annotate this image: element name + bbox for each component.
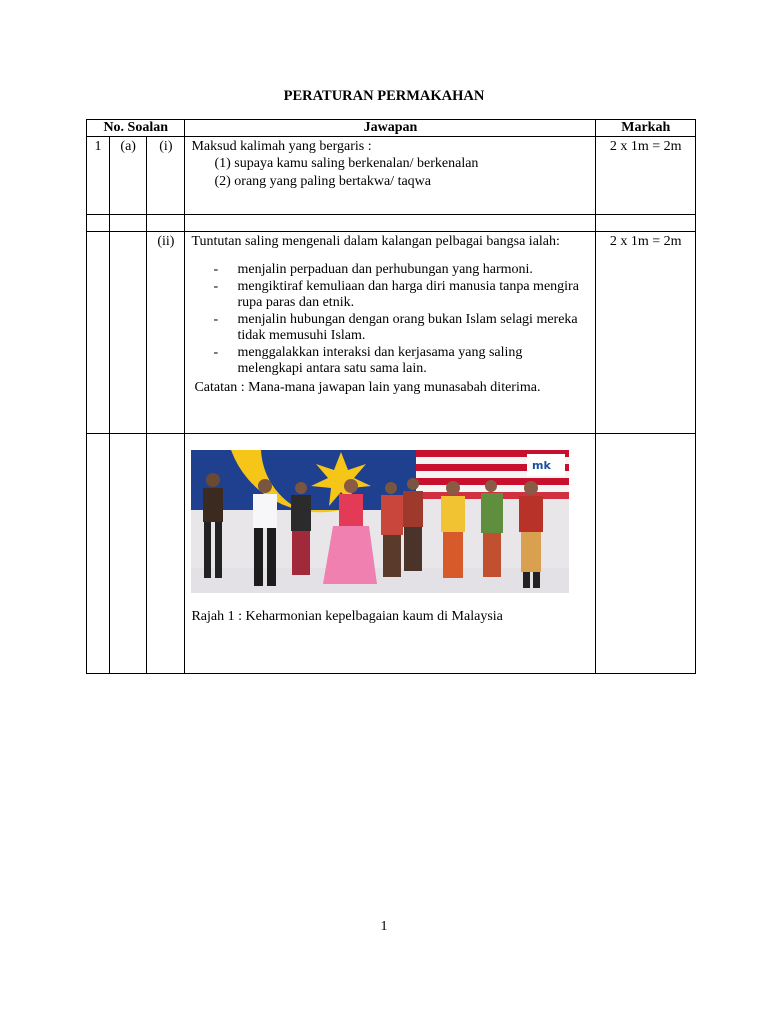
answer-points [191,262,590,378]
marking-scheme-table [86,119,696,674]
answer-intro: Tuntutan saling mengenali dalam kalangan pelbagai bangsa ialah: [191,234,560,249]
dash-bullet: - [213,344,219,360]
dash-bullet: - [213,262,219,277]
header-markah: Markah [596,120,696,137]
table-row-figure [87,434,696,674]
answer-item: (1) supaya kamu saling berkenalan/ berkenalan [214,156,479,171]
marks-cell: 2 x 1m = 2m [596,137,696,215]
answer-point: - menjalin perpaduan dan perhubungan yang harmoni. [213,262,533,277]
question-sub: (i) [147,137,185,215]
question-number: 1 [87,137,110,215]
answer-point: - menggalakkan interaksi dan kerjasama yang saling melengkapi antara satu sama lain. [213,344,523,376]
question-part: (a) [110,137,147,215]
page-number: 1 [380,919,388,934]
header-row [87,120,696,137]
answer-item: (2) orang yang paling bertakwa/ taqwa [214,174,431,189]
answer-list [191,155,590,191]
dash-bullet: - [213,278,219,294]
table-row-q1aii [87,232,696,434]
header-jawapan: Jawapan [185,120,596,137]
unity-photo [191,450,569,593]
figure-cell [185,434,596,674]
answer-note: Catatan : Mana-mana jawapan lain yang munasabah diterima. [194,379,541,395]
page-title: PERATURAN PERMAKAHAN [283,88,485,104]
figure-caption: Rajah 1 : Keharmonian kepelbagaian kaum di Malaysia [191,609,503,624]
answer-cell [185,232,596,434]
answer-intro: Maksud kalimah yang bergaris : [191,139,372,154]
question-sub: (ii) [147,232,185,434]
marks-cell: 2 x 1m = 2m [596,232,696,434]
dash-bullet: - [213,311,219,327]
table-row-q1ai [87,137,696,215]
answer-cell [185,137,596,215]
table-row-spacer [87,215,696,232]
answer-point: - menjalin hubungan dengan orang bukan Islam selagi mereka tidak memusuhi Islam. [213,311,578,343]
header-no-soalan: No. Soalan [87,120,185,137]
answer-point: - mengiktiraf kemuliaan dan harga diri manusia tanpa mengira rupa paras dan etnik. [213,278,579,310]
unity-photo-illustration [191,450,569,593]
logo-text: mk [532,459,552,472]
